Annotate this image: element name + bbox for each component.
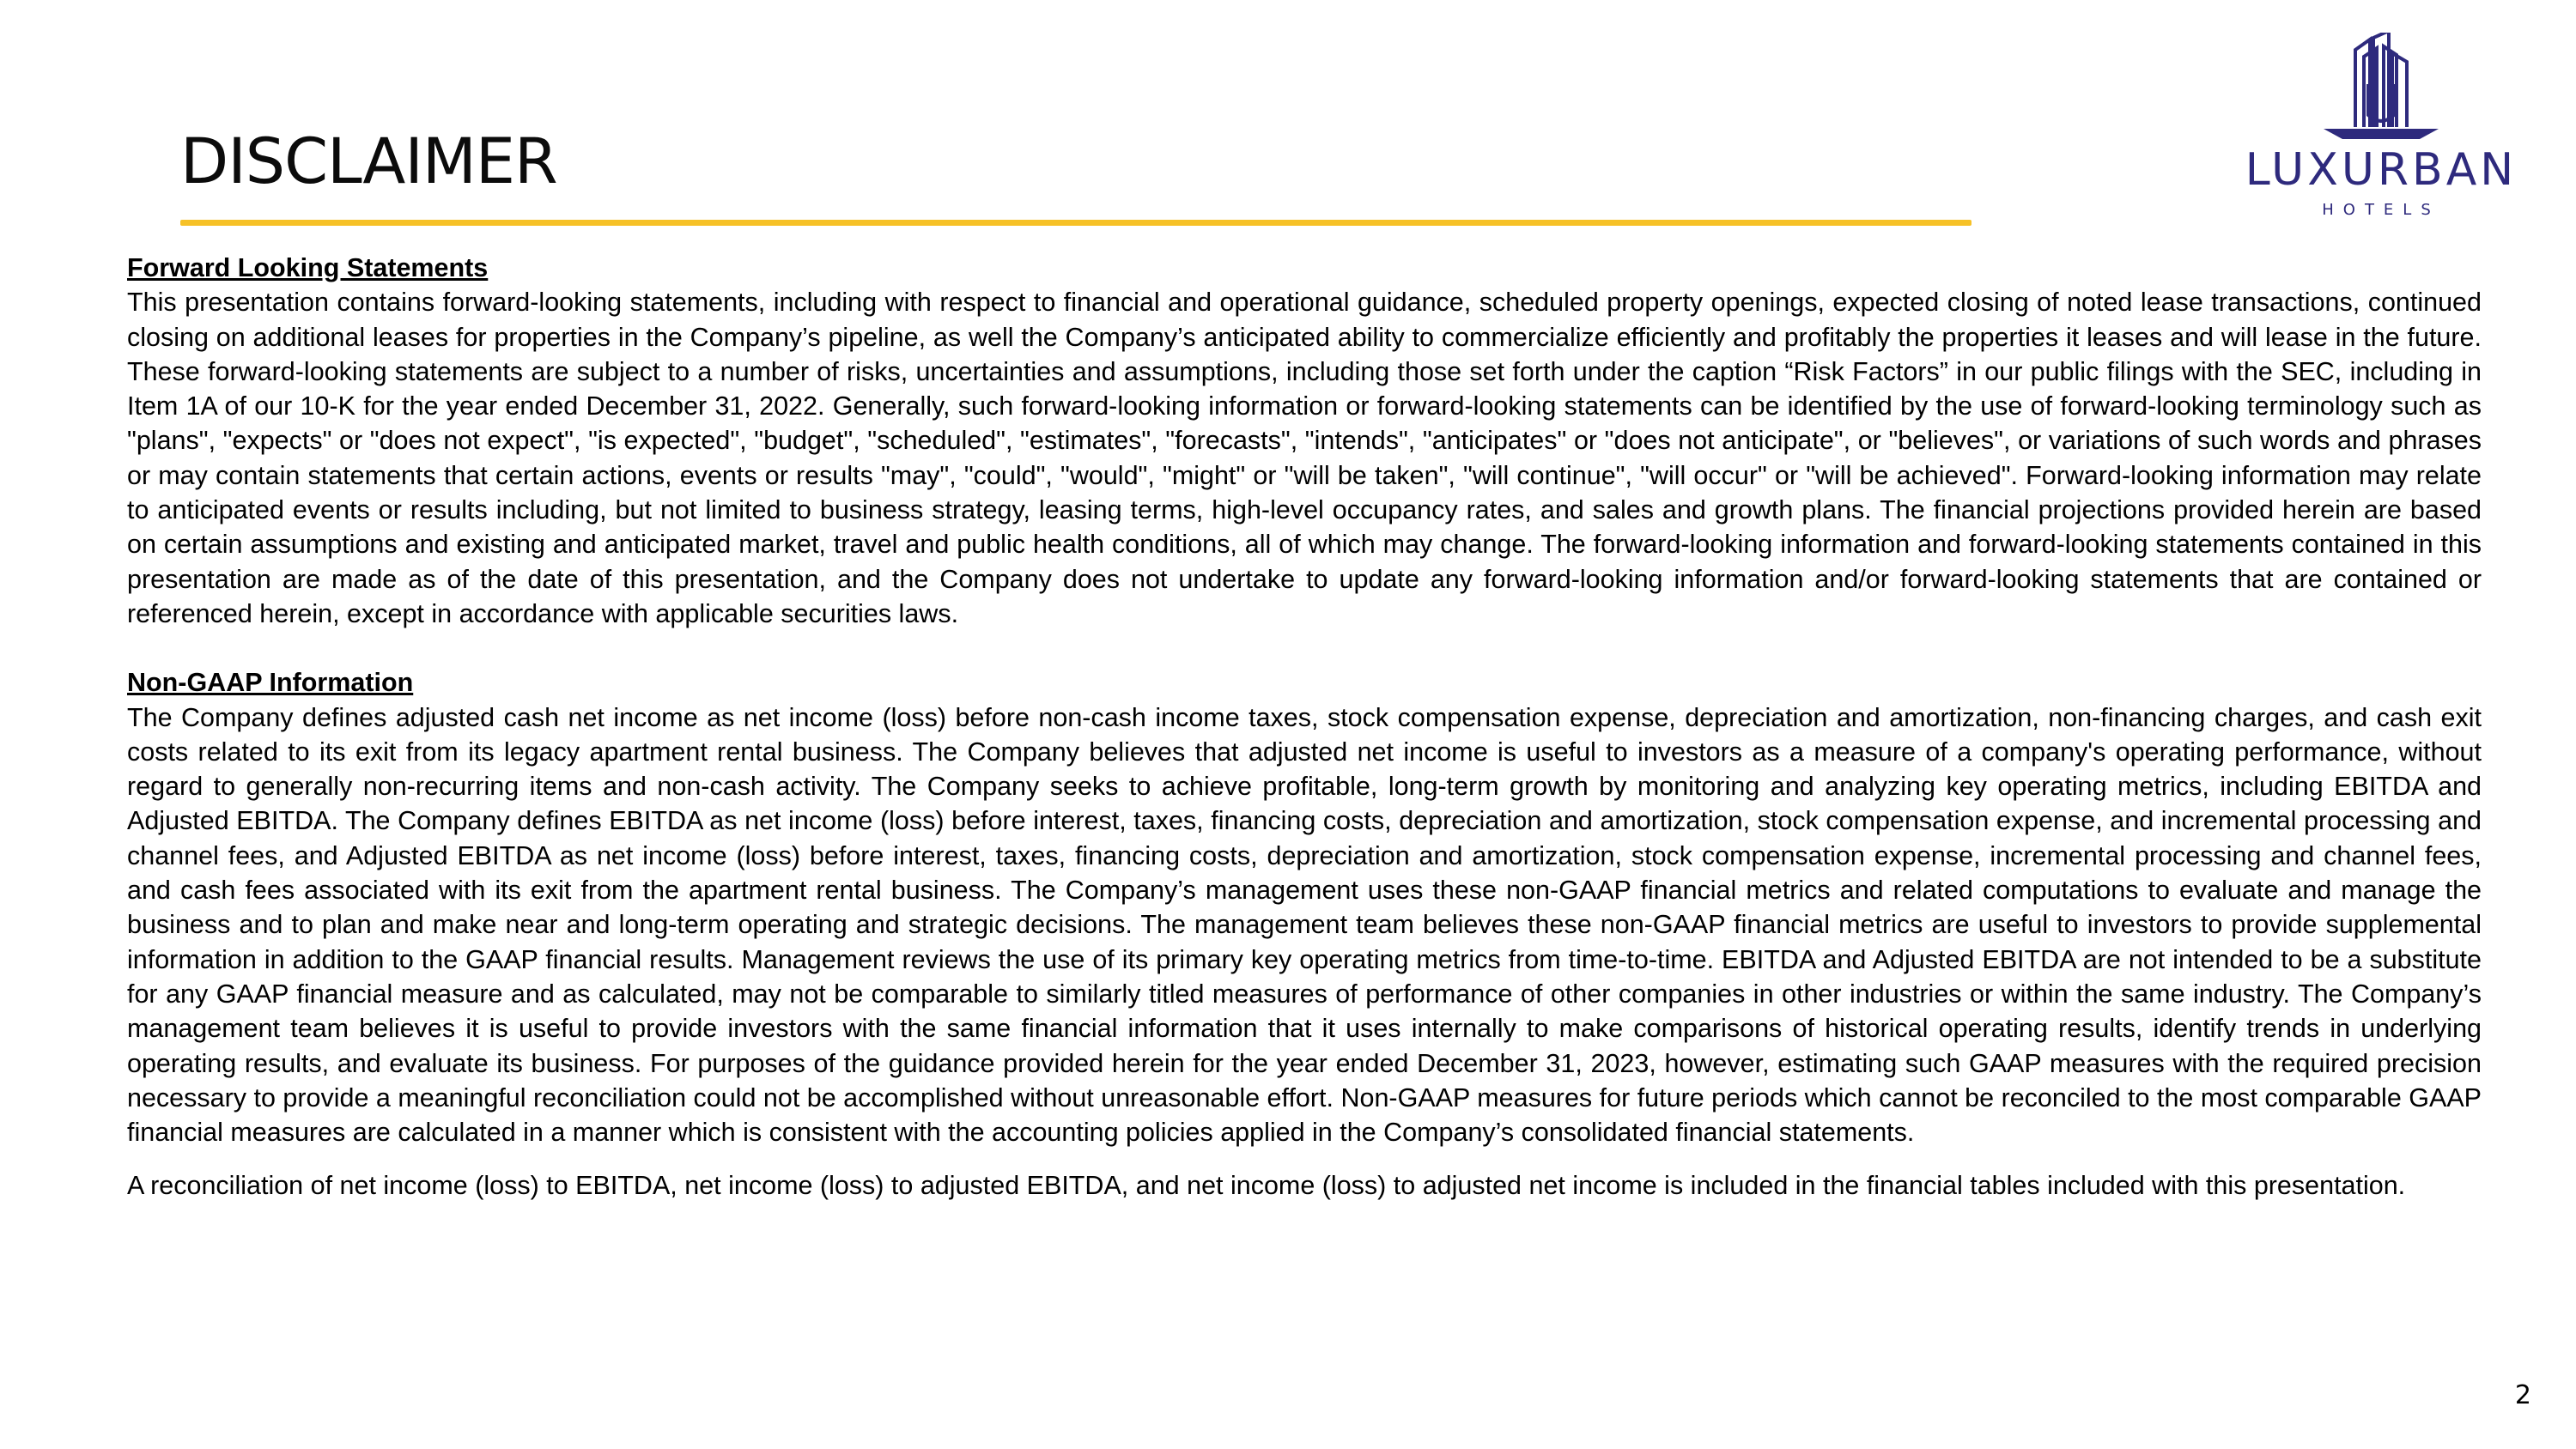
title-underline-divider — [180, 220, 1971, 226]
forward-looking-text: This presentation contains forward-looking statements, including with respect to financial and operational guidance, scheduled property openings, expected closing of noted lease transactions, continued closing on additional leases for properties in the Company’s pipeline, as well the Company’s anticipated ability to commercialize efficiently and profitably the properties it leases and will lease in the future. These forward-looking statements are subject to a number of risks, uncertainties and assumptions, including those set forth under the caption “Risk Factors” in our public filings with the SEC, including in Item 1A of our 10-K for the year ended December 31, 2022. Generally, such forward-looking information or forward-looking statements can be identified by the use of forward-looking terminology such as "plans", "expects" or "does not expect", "is expected", "budget", "scheduled", "estimates", "forecasts", "intends", "anticipates" or "does not anticipate", or "believes", or variations of such words and phrases or may contain statements that certain actions, events or results "may", "could", "would", "might" or "will be taken", "will continue", "will occur" or "will be achieved". Forward-looking information may relate to anticipated events or results including, but not limited to business strategy, leasing terms, high-level occupancy rates, and sales and growth plans. The financial projections provided herein are based on certain assumptions and existing and anticipated market, travel and public health conditions, all of which may change. The forward-looking information and forward-looking statements contained in this presentation are made as of the date of this presentation, and the Company does not undertake to update any forward-looking information and/or forward-looking statements that are contained or referenced herein, except in accordance with applicable securities laws. — [127, 288, 2482, 628]
logo-subtitle: HOTELS — [2322, 201, 2440, 219]
section-spacer — [127, 631, 2482, 665]
reconciliation-text: A reconciliation of net income (loss) to EBITDA, net income (loss) to adjusted EBITDA, and net income (loss) to adjusted net income is included in the financial tables included with this presentation. — [127, 1171, 2406, 1201]
logo-wordmark: LUXURBAN — [2245, 144, 2518, 196]
page-number: 2 — [2514, 1380, 2531, 1410]
non-gaap-heading: Non-GAAP Information — [127, 668, 414, 698]
paragraph-spacer — [127, 1149, 2482, 1168]
non-gaap-text: The Company defines adjusted cash net income as net income (loss) before non-cash income taxes, stock compensation expense, depreciation and amortization, non-financing charges, and cash exit costs related to its exit from its legacy apartment rental business. The Company believes that adjusted net income is useful to investors as a measure of a company's operating performance, without regard to generally non-recurring items and non-cash activity. The Company seeks to achieve profitable, long-term growth by monitoring and analyzing key operating metrics, including EBITDA and Adjusted EBITDA. The Company defines EBITDA as net income (loss) before interest, taxes, financing costs, depreciation and amortization, stock compensation expense, and incremental processing and channel fees, and Adjusted EBITDA as net income (loss) before interest, taxes, financing costs, depreciation and amortization, stock compensation expense, incremental processing and channel fees, and cash fees associated with its exit from the apartment rental business. The Company’s management uses these non-GAAP financial metrics and related computations to evaluate and manage the business and to plan and make near and long-term operating and strategic decisions. The management team believes these non-GAAP financial metrics are useful to investors to provide supplemental information in addition to the GAAP financial results. Management reviews the use of its primary key operating metrics from time-to-time. EBITDA and Adjusted EBITDA are not intended to be a substitute for any GAAP financial measure and as calculated, may not be comparable to similarly titled measures of performance of other companies in other industries or within the same industry. The Company’s management team believes it is useful to provide investors with the same financial information that it uses internally to make comparisons of historical operating results, identify trends in underlying operating results, and evaluate its business. For purposes of the guidance provided herein for the year ended December 31, 2023, however, estimating such GAAP measures with the required precision necessary to provide a meaningful reconciliation could not be accomplished without unreasonable effort. Non-GAAP measures for future periods which cannot be reconciled to the most comparable GAAP financial measures are calculated in a manner which is consistent with the accounting policies applied in the Company’s consolidated financial statements. — [127, 702, 2482, 1148]
page-title: DISCLAIMER — [180, 125, 557, 198]
disclaimer-body — [127, 251, 2482, 1203]
forward-looking-heading: Forward Looking Statements — [127, 253, 489, 282]
